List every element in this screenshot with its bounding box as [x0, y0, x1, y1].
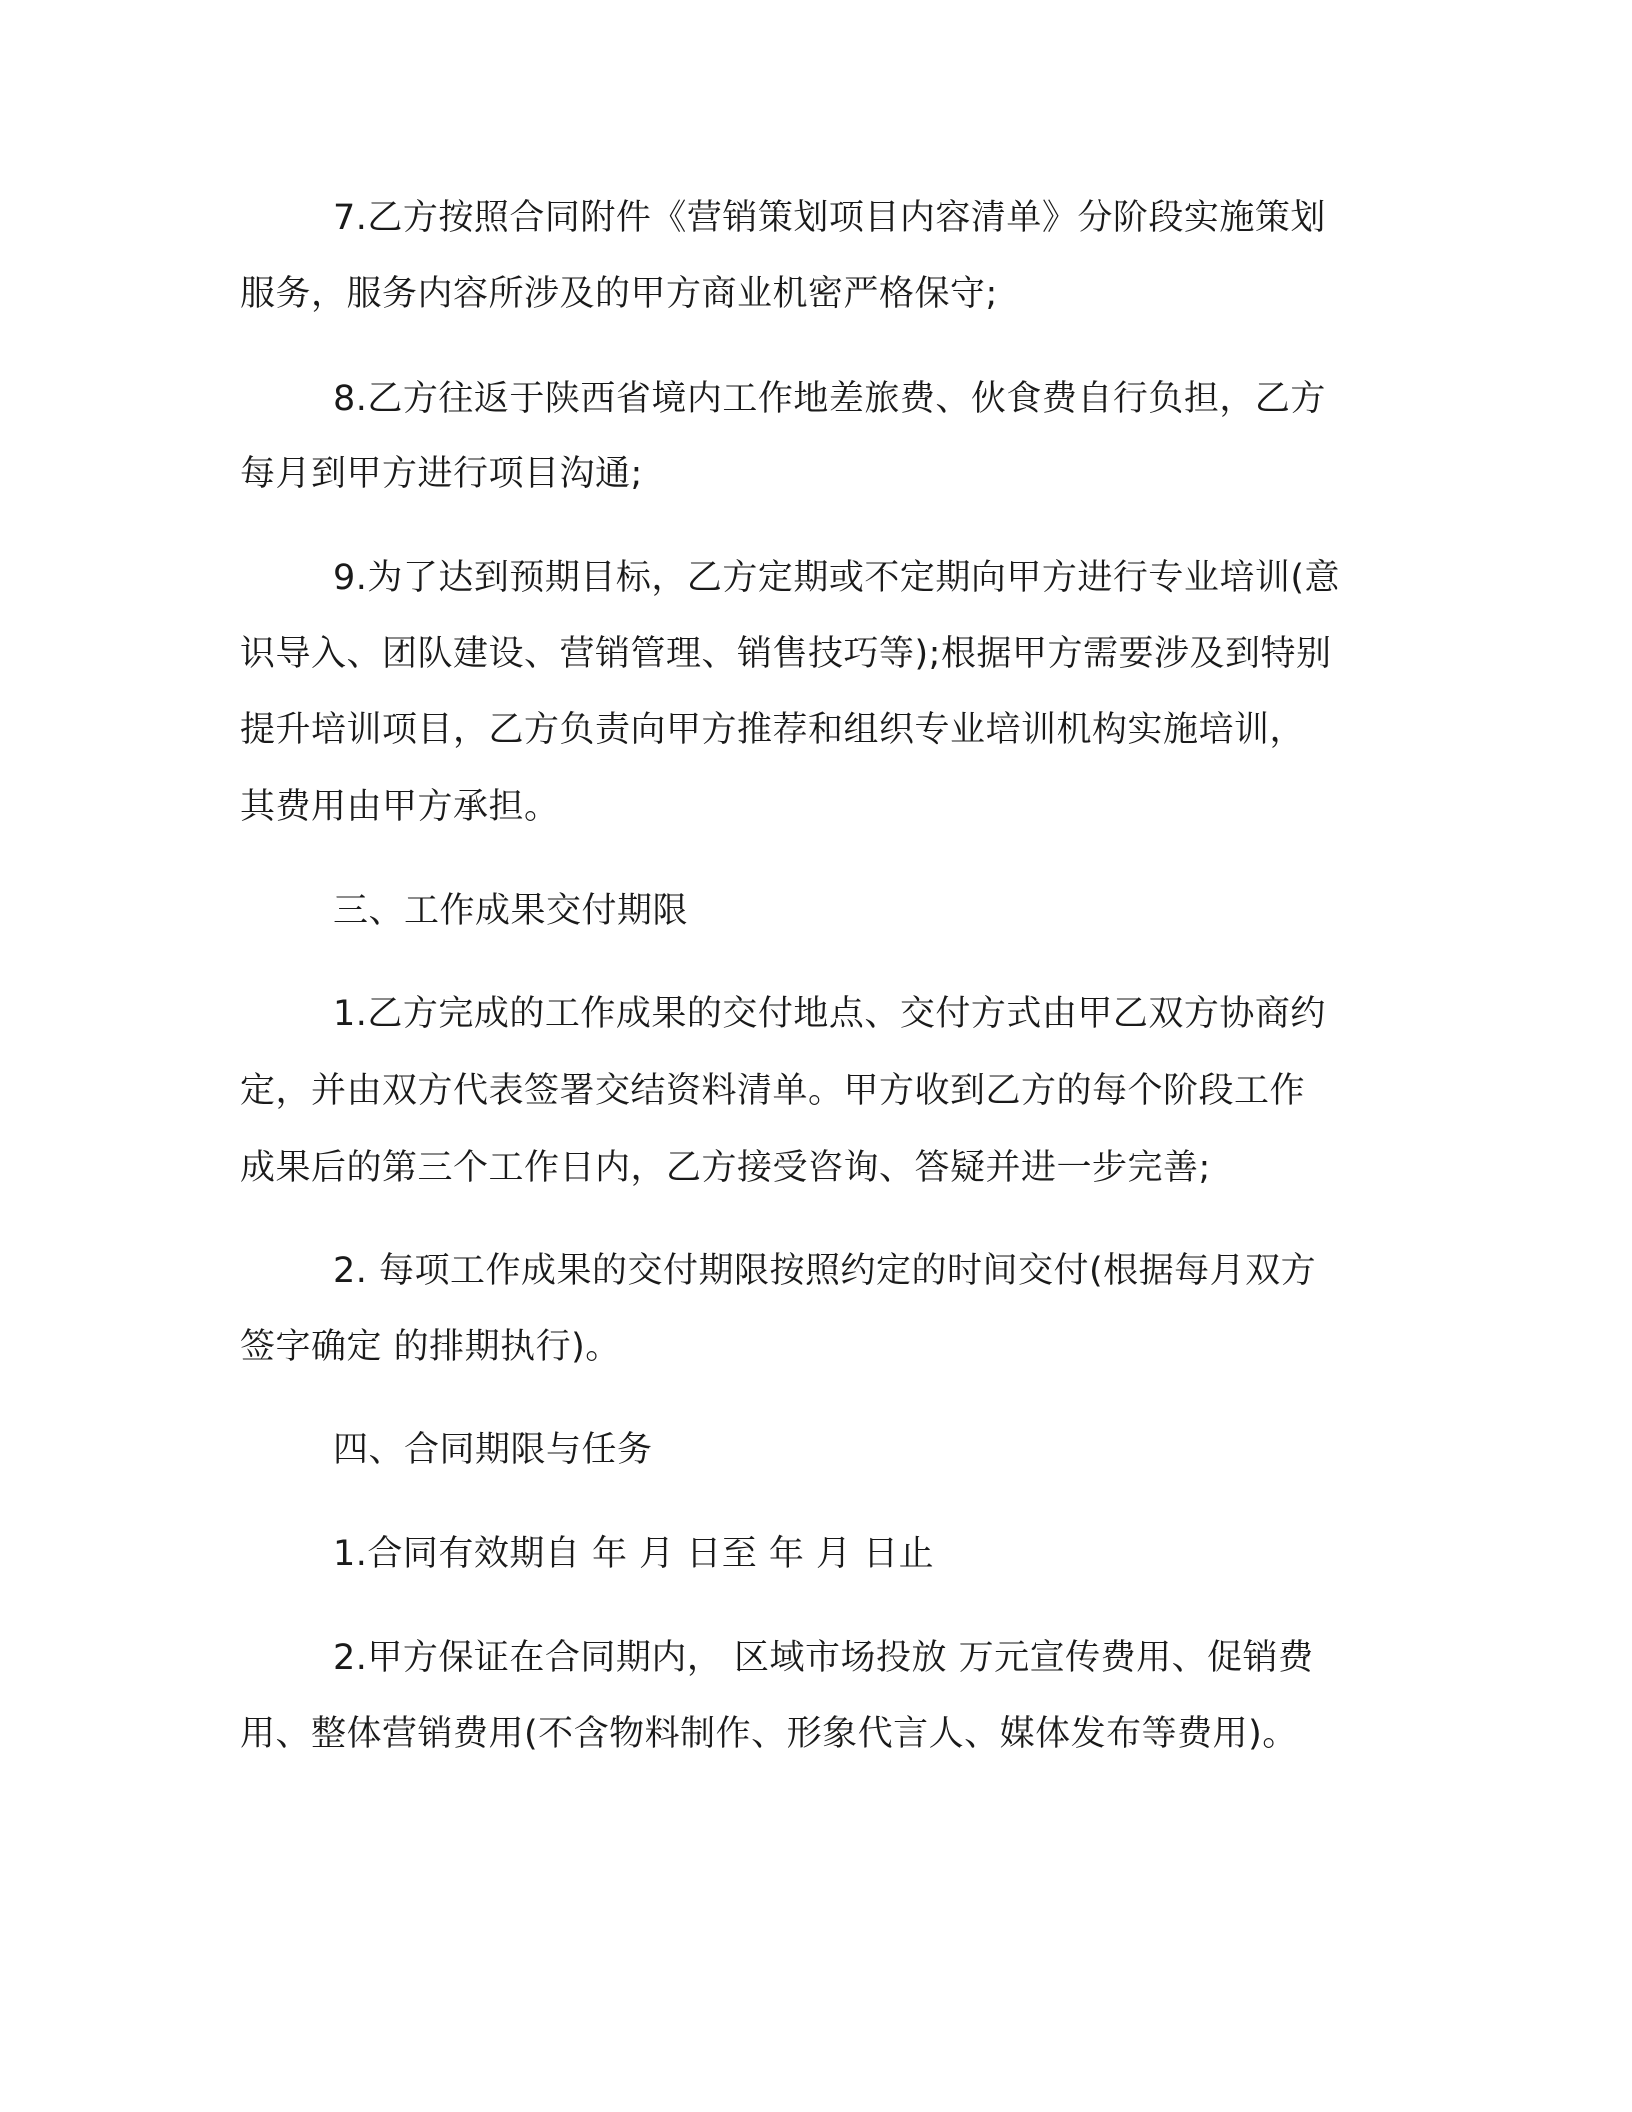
section-3-item-1-line-3: 成果后的第三个工作日内，乙方接受咨询、答疑并进一步完善; [240, 1148, 1211, 1188]
section-3-item-1-line-1: 1.乙方完成的工作成果的交付地点、交付方式由甲乙双方协商约 [333, 994, 1326, 1034]
clause-8-line-1: 8.乙方往返于陕西省境内工作地差旅费、伙食费自行负担，乙方 [333, 379, 1326, 419]
clause-9-line-2: 识导入、团队建设、营销管理、销售技巧等);根据甲方需要涉及到特别 [240, 634, 1332, 674]
clause-9-line-4: 其费用由甲方承担。 [240, 787, 560, 827]
section-3-item-2-line-1: 2. 每项工作成果的交付期限按照约定的时间交付(根据每月双方 [333, 1251, 1317, 1291]
clause-8-line-2: 每月到甲方进行项目沟通; [240, 454, 643, 494]
clause-9-line-1: 9.为了达到预期目标，乙方定期或不定期向甲方进行专业培训(意 [333, 558, 1341, 598]
section-3-item-2-line-2: 签字确定 的排期执行)。 [240, 1327, 621, 1367]
clause-7-line-1: 7.乙方按照合同附件《营销策划项目内容清单》分阶段实施策划 [333, 198, 1326, 238]
section-4-item-2-line-2: 用、整体营销费用(不含物料制作、形象代言人、媒体发布等费用)。 [240, 1714, 1298, 1754]
section-4-item-2-line-1: 2.甲方保证在合同期内， 区域市场投放 万元宣传费用、促销费 [333, 1638, 1314, 1678]
section-3-heading: 三、工作成果交付期限 [333, 891, 689, 931]
section-4-heading: 四、合同期限与任务 [333, 1430, 653, 1470]
section-3-item-1-line-2: 定，并由双方代表签署交结资料清单。甲方收到乙方的每个阶段工作 [240, 1071, 1306, 1111]
section-4-item-1: 1.合同有效期自 年 月 日至 年 月 日止 [333, 1534, 935, 1574]
clause-9-line-3: 提升培训项目，乙方负责向甲方推荐和组织专业培训机构实施培训， [240, 710, 1306, 750]
clause-7-line-2: 服务，服务内容所涉及的甲方商业机密严格保守; [240, 274, 998, 314]
